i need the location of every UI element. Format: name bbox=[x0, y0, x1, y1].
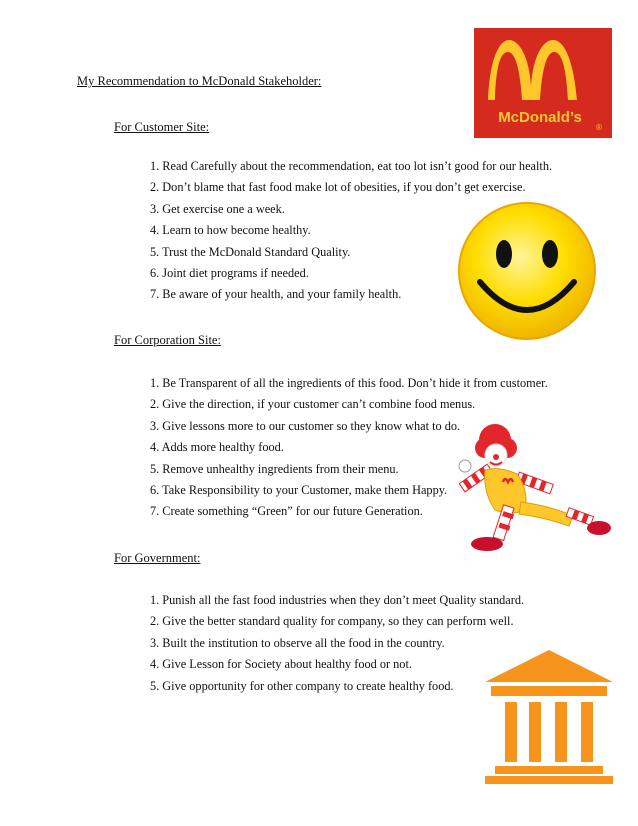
list-item: 7. Create something “Green” for our future Generation. bbox=[150, 504, 423, 519]
smiley-face-image bbox=[454, 198, 600, 344]
section-heading-government: For Government: bbox=[114, 551, 201, 565]
list-item: 1. Read Carefully about the recommendation, eat too lot isn’t good for our health. bbox=[150, 159, 553, 173]
government-recommendations-list bbox=[150, 590, 524, 697]
list-item: 5. Remove unhealthy ingredients from their menu. bbox=[150, 461, 399, 476]
ronald-mcdonald-mascot-image bbox=[455, 420, 613, 555]
section-heading-corporation: For Corporation Site: bbox=[114, 333, 221, 347]
list-item: 1. Punish all the fast food industries when they don’t meet Quality standard. bbox=[150, 593, 525, 607]
logo-wordmark: McDonald’s bbox=[498, 109, 582, 126]
list-item: 2. Don’t blame that fast food make lot of obesities, if you don’t get exercise. bbox=[150, 180, 526, 195]
list-item: 3. Get exercise one a week. bbox=[150, 201, 285, 216]
government-building-icon bbox=[483, 648, 615, 784]
list-item: 5. Trust the McDonald Standard Quality. bbox=[150, 244, 351, 259]
list-item: 2. Give the direction, if your customer can’t combine food menus. bbox=[150, 397, 476, 412]
list-item: 3. Give lessons more to our customer so they know what to do. bbox=[150, 418, 461, 433]
list-item: 6. Joint diet programs if needed. bbox=[150, 265, 309, 280]
list-item: 4. Learn to how become healthy. bbox=[150, 223, 311, 238]
list-item: 7. Be aware of your health, and your family health. bbox=[150, 287, 402, 302]
list-item: 4. Adds more healthy food. bbox=[150, 440, 284, 455]
list-item: 4. Give Lesson for Society about healthy food or not. bbox=[150, 657, 412, 672]
document-title: My Recommendation to McDonald Stakeholder: bbox=[77, 74, 322, 88]
registered-mark: ® bbox=[596, 123, 602, 132]
section-heading-customer: For Customer Site: bbox=[114, 120, 210, 134]
list-item: 3. Built the institution to observe all the food in the country. bbox=[150, 635, 445, 650]
list-item: 2. Give the better standard quality for company, so they can perform well. bbox=[150, 614, 514, 629]
list-item: 6. Take Responsibility to your Customer, make them Happy. bbox=[150, 482, 448, 497]
list-item: 1. Be Transparent of all the ingredients of this food. Don’t hide it from customer. bbox=[150, 376, 548, 390]
list-item: 5. Give opportunity for other company to create healthy food. bbox=[150, 678, 454, 693]
mcdonalds-logo bbox=[474, 28, 612, 138]
